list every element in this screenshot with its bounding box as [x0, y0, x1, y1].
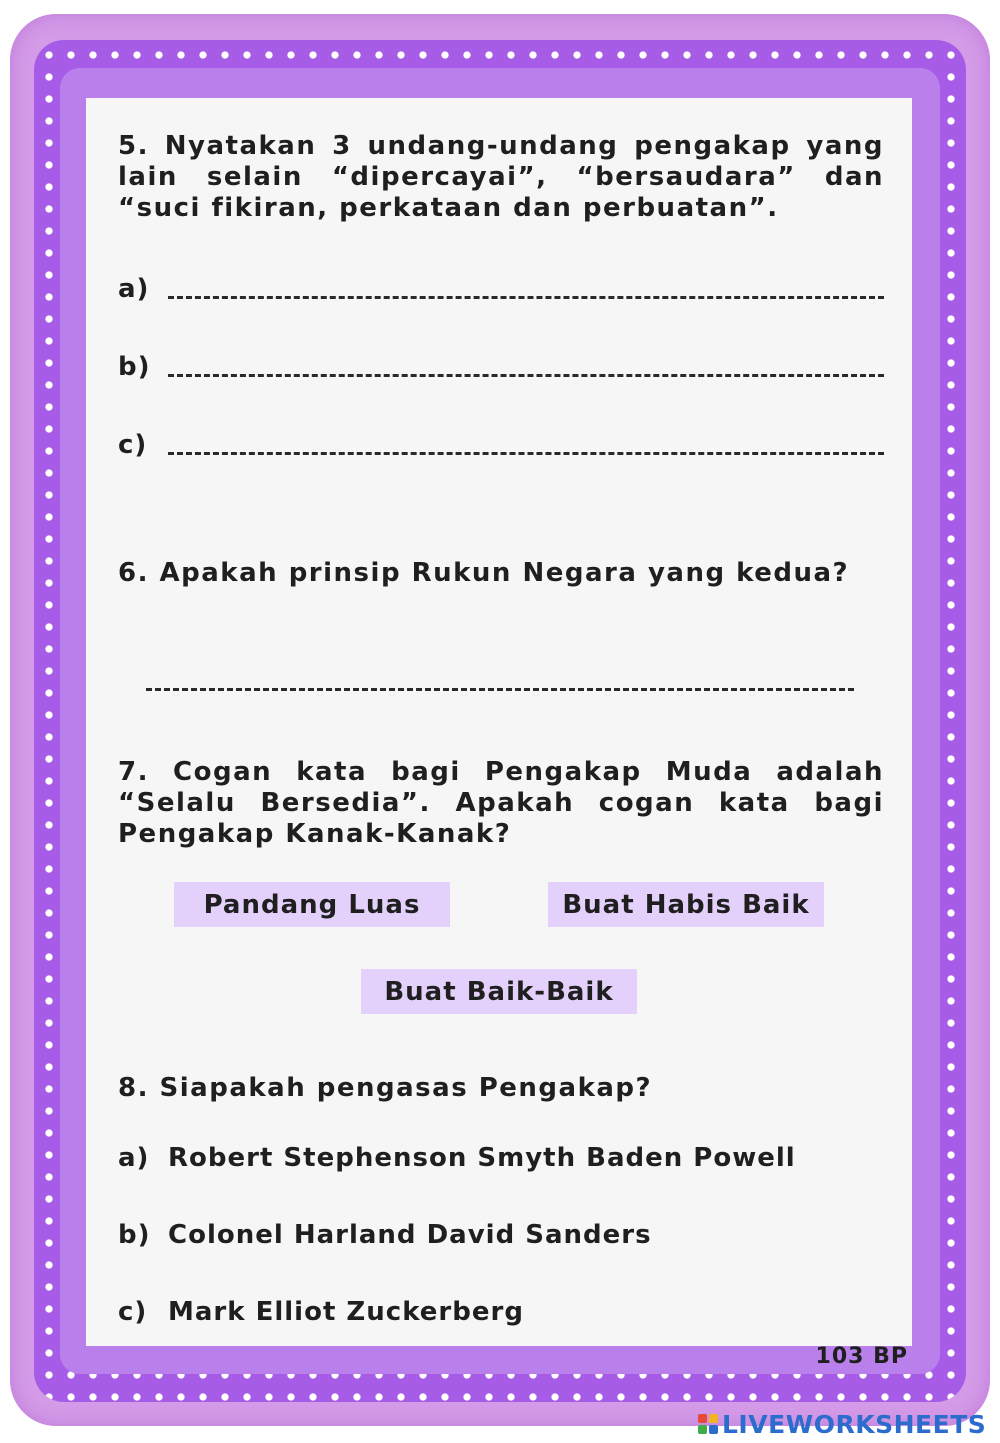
q5-answer-c[interactable] [118, 428, 884, 462]
question-5-text: 5. Nyatakan 3 undang-undang pengakap yang lain selain “dipercayai”, “bersaudara” dan “suci fikiran, perkataan dan perbuatan”. [118, 131, 884, 223]
q8-choice-c[interactable] [118, 1294, 524, 1330]
q8-choice-b-text: Colonel Harland David Sanders [168, 1220, 652, 1250]
question-7-text: 7. Cogan kata bagi Pengakap Muda adalah “Selalu Bersedia”. Apakah cogan kata bagi Pengakap Kanak-Kanak? [118, 757, 884, 849]
question-8-text: 8. Siapakah pengasas Pengakap? [118, 1073, 653, 1103]
q5-answer-a[interactable] [118, 272, 884, 306]
q8-choice-a[interactable] [118, 1140, 796, 1176]
q6-answer-line[interactable] [146, 688, 854, 691]
q8-choice-b-letter: b) [118, 1220, 151, 1250]
q7-option-buat-habis-baik[interactable]: Buat Habis Baik [548, 882, 824, 927]
q5-answer-a-line[interactable] [168, 296, 884, 299]
liveworksheets-icon [698, 1414, 718, 1434]
q8-choice-c-text: Mark Elliot Zuckerberg [168, 1297, 524, 1327]
q5-answer-b-letter: b) [118, 352, 151, 382]
q8-choice-a-letter: a) [118, 1143, 150, 1173]
q5-answer-b-line[interactable] [168, 374, 884, 377]
q8-choice-a-text: Robert Stephenson Smyth Baden Powell [168, 1143, 796, 1173]
q5-answer-c-letter: c) [118, 430, 148, 460]
liveworksheets-wordmark: LIVEWORKSHEETS [722, 1409, 987, 1439]
question-6-text: 6. Apakah prinsip Rukun Negara yang kedua? [118, 558, 850, 588]
q5-answer-c-line[interactable] [168, 452, 884, 455]
q7-option-buat-baik-baik[interactable]: Buat Baik-Baik [361, 969, 637, 1014]
q7-option-pandang-luas[interactable]: Pandang Luas [174, 882, 450, 927]
page-code: 103 BP [815, 1344, 908, 1369]
q8-choice-c-letter: c) [118, 1297, 148, 1327]
liveworksheets-logo[interactable] [698, 1408, 986, 1440]
q5-answer-b[interactable] [118, 350, 884, 384]
q5-answer-a-letter: a) [118, 274, 150, 304]
q8-choice-b[interactable] [118, 1217, 652, 1253]
